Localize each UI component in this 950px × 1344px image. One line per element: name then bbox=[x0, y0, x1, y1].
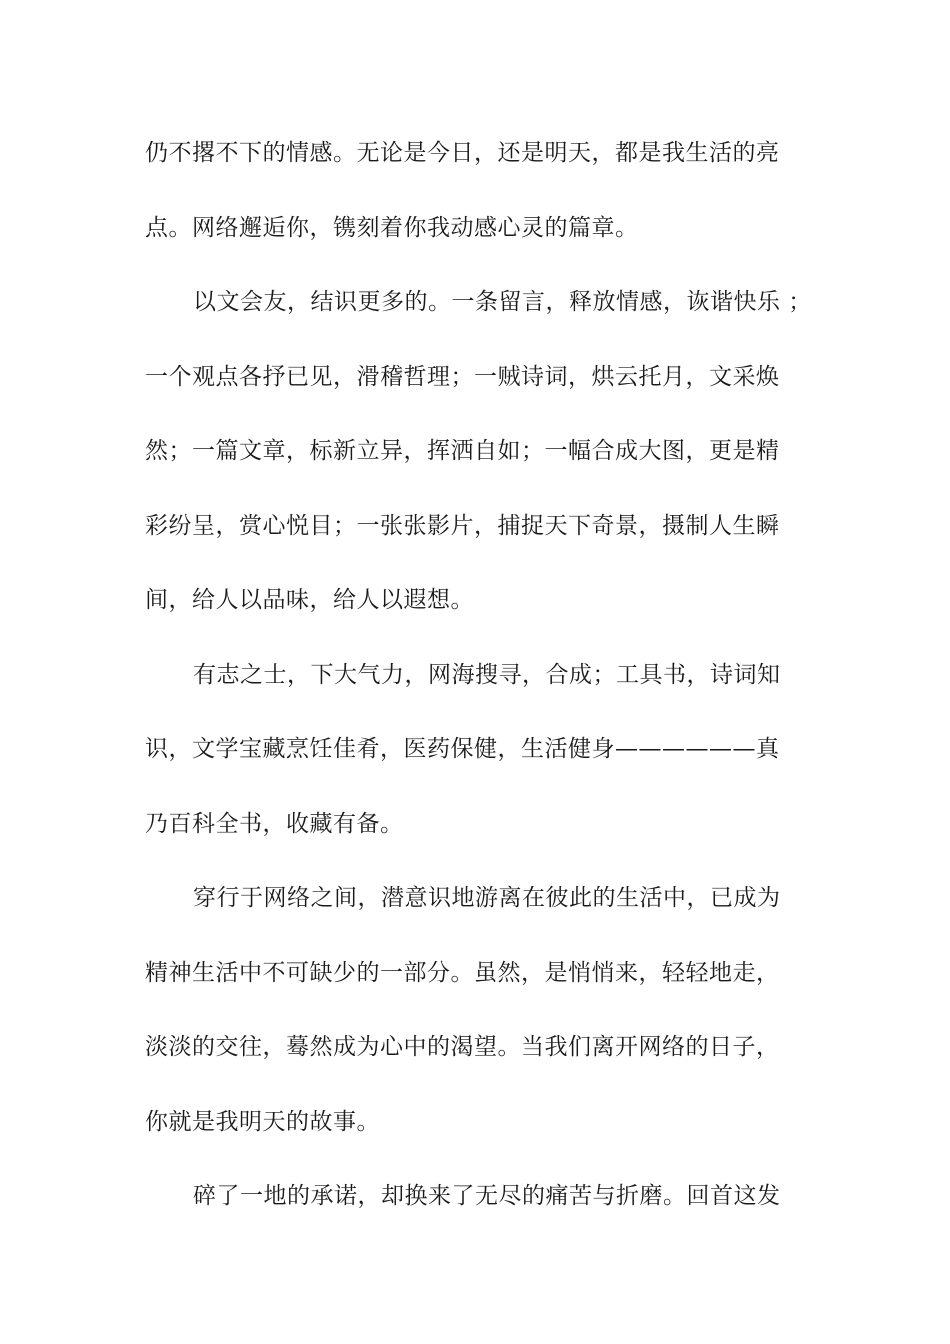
document-body bbox=[145, 116, 810, 1234]
text-line: 淡淡的交往，蓦然成为心中的渴望。当我们离开网络的日子， bbox=[145, 1034, 780, 1060]
text-line: 彩纷呈，赏心悦目；一张张影片，捕捉天下奇景，摄制人生瞬 bbox=[145, 512, 780, 539]
text-line: 精神生活中不可缺少的一部分。虽然，是悄悄来，轻轻地走， bbox=[145, 959, 780, 986]
paragraph-first-line: 有志之士，下大气力，网海搜寻，合成；工具书，诗词知 bbox=[193, 661, 781, 688]
text-line: 仍不撂不下的情感。无论是今日，还是明天，都是我生活的亮 bbox=[145, 140, 780, 166]
text-line: 你就是我明天的故事。 bbox=[145, 1108, 380, 1135]
text-line: 间，给人以品味，给人以遐想。 bbox=[145, 587, 474, 613]
text-line: 一个观点各抒已见，滑稽哲理；一贼诗词，烘云托月，文采焕 bbox=[145, 363, 780, 390]
text-line: 识，文学宝藏烹饪佳肴，医药保健，生活健身——————真 bbox=[145, 736, 780, 762]
text-line: 点。网络邂逅你，镌刻着你我动感心灵的篇章。 bbox=[145, 214, 639, 241]
text-line: 然；一篇文章，标新立异，挥洒自如；一幅合成大图，更是精 bbox=[145, 438, 780, 464]
paragraph-first-line: 碎了一地的承诺，却换来了无尽的痛苦与折磨。回首这发 bbox=[193, 1183, 781, 1209]
text-line: 乃百科全书，收藏有备。 bbox=[145, 810, 404, 837]
paragraph-first-line: 以文会友，结识更多的。一条留言，释放情感，诙谐快乐 ； bbox=[193, 289, 812, 315]
paragraph-first-line: 穿行于网络之间，潜意识地游离在彼此的生活中，已成为 bbox=[193, 885, 781, 911]
